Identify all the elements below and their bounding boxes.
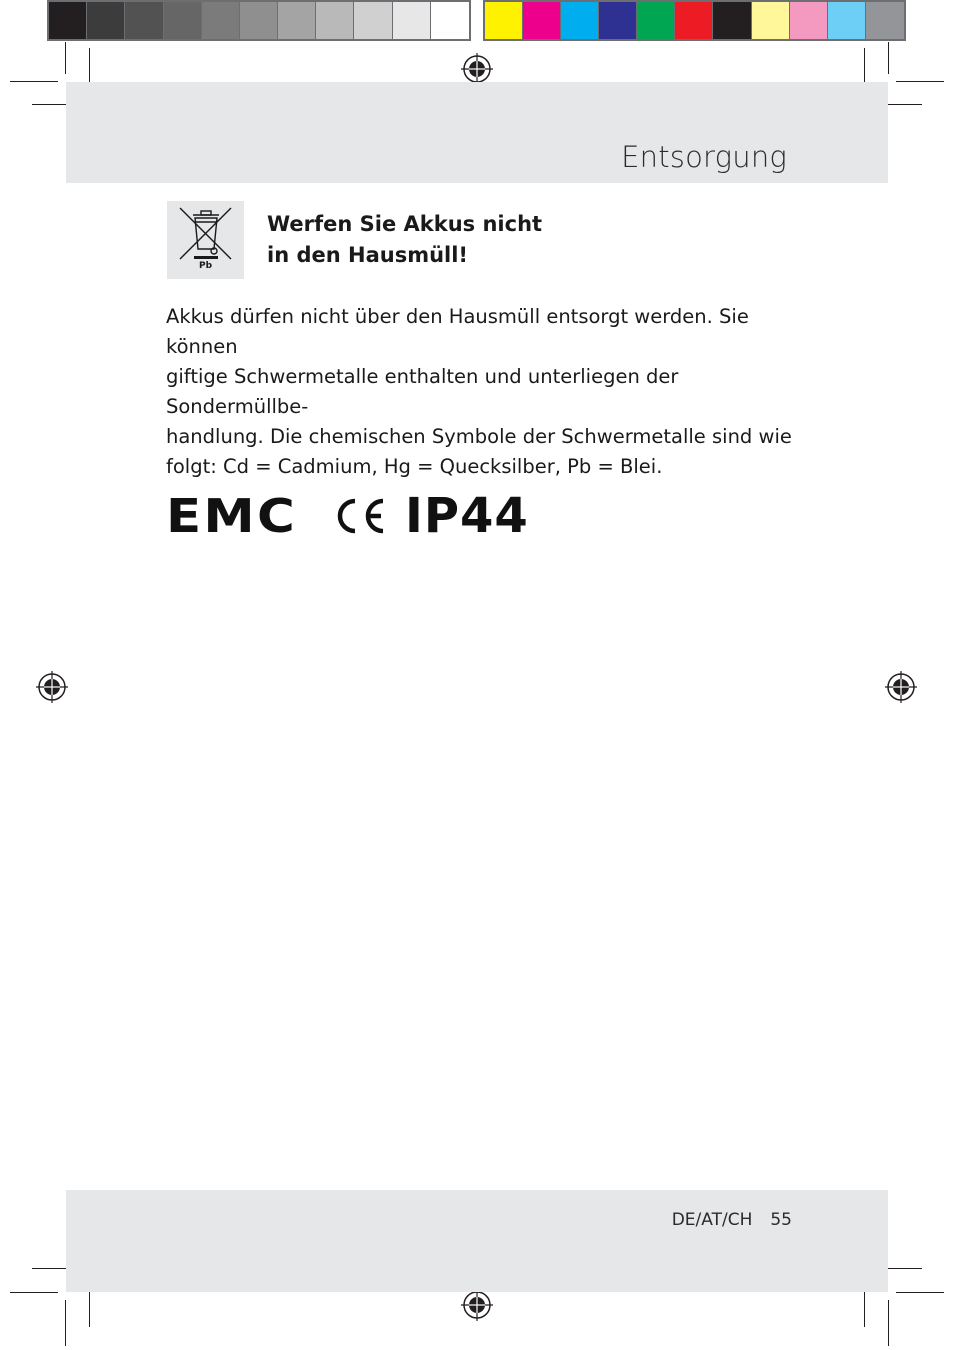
ce-mark-icon <box>331 496 387 536</box>
warning-heading-line: in den Hausmüll! <box>267 243 468 267</box>
color-swatch <box>561 2 599 39</box>
gray-swatch <box>393 2 431 39</box>
warning-heading <box>267 209 587 271</box>
page-title: Entsorgung <box>621 140 787 174</box>
warning-heading-line: Werfen Sie Akkus nicht <box>267 212 543 236</box>
color-swatch <box>599 2 637 39</box>
gray-swatch <box>240 2 278 39</box>
battery-disposal-symbol <box>167 201 244 279</box>
gray-calibration-bar <box>47 0 471 41</box>
crop-mark <box>10 1292 58 1293</box>
crop-mark <box>896 81 944 82</box>
color-swatch <box>485 2 523 39</box>
color-swatch <box>675 2 713 39</box>
footer <box>672 1210 792 1230</box>
gray-swatch <box>431 2 469 39</box>
gray-swatch <box>316 2 354 39</box>
gray-swatch <box>278 2 316 39</box>
ip44-mark: IP44 <box>404 488 529 544</box>
paragraph-line: giftige Schwermetalle enthalten und unterliegen der Sondermüllbe- <box>166 365 679 418</box>
color-swatch <box>637 2 675 39</box>
gray-swatch <box>354 2 392 39</box>
registration-mark-icon <box>460 1288 494 1322</box>
gray-swatch <box>125 2 163 39</box>
color-swatch <box>790 2 828 39</box>
gray-swatch <box>164 2 202 39</box>
gray-swatch <box>49 2 87 39</box>
emc-mark: EMC <box>166 489 298 543</box>
disposal-paragraph <box>166 302 796 482</box>
gray-swatch <box>87 2 125 39</box>
crop-mark <box>10 81 58 82</box>
crop-mark <box>888 1300 889 1346</box>
color-swatch <box>828 2 866 39</box>
crop-mark <box>888 42 889 74</box>
color-swatch <box>752 2 790 39</box>
color-swatch <box>713 2 751 39</box>
page-number: 55 <box>770 1210 792 1230</box>
crop-mark <box>65 1300 66 1346</box>
color-swatch <box>866 2 904 39</box>
crop-mark <box>65 42 66 74</box>
footer-band <box>66 1190 888 1292</box>
registration-mark-icon <box>460 52 494 86</box>
gray-swatch <box>202 2 240 39</box>
region-label: DE/AT/CH <box>671 1210 753 1230</box>
crop-mark <box>896 1292 944 1293</box>
pb-label: Pb <box>198 261 213 271</box>
paragraph-line: folgt: Cd = Cadmium, Hg = Quecksilber, Pb = Blei. <box>166 455 663 478</box>
color-calibration-bar <box>483 0 906 41</box>
registration-mark-icon <box>884 670 918 704</box>
color-swatch <box>523 2 561 39</box>
registration-mark-icon <box>35 670 69 704</box>
certification-marks <box>166 490 529 542</box>
paragraph-line: handlung. Die chemischen Symbole der Schwermetalle sind wie <box>166 425 792 448</box>
paragraph-line: Akkus dürfen nicht über den Hausmüll entsorgt werden. Sie können <box>166 305 749 358</box>
